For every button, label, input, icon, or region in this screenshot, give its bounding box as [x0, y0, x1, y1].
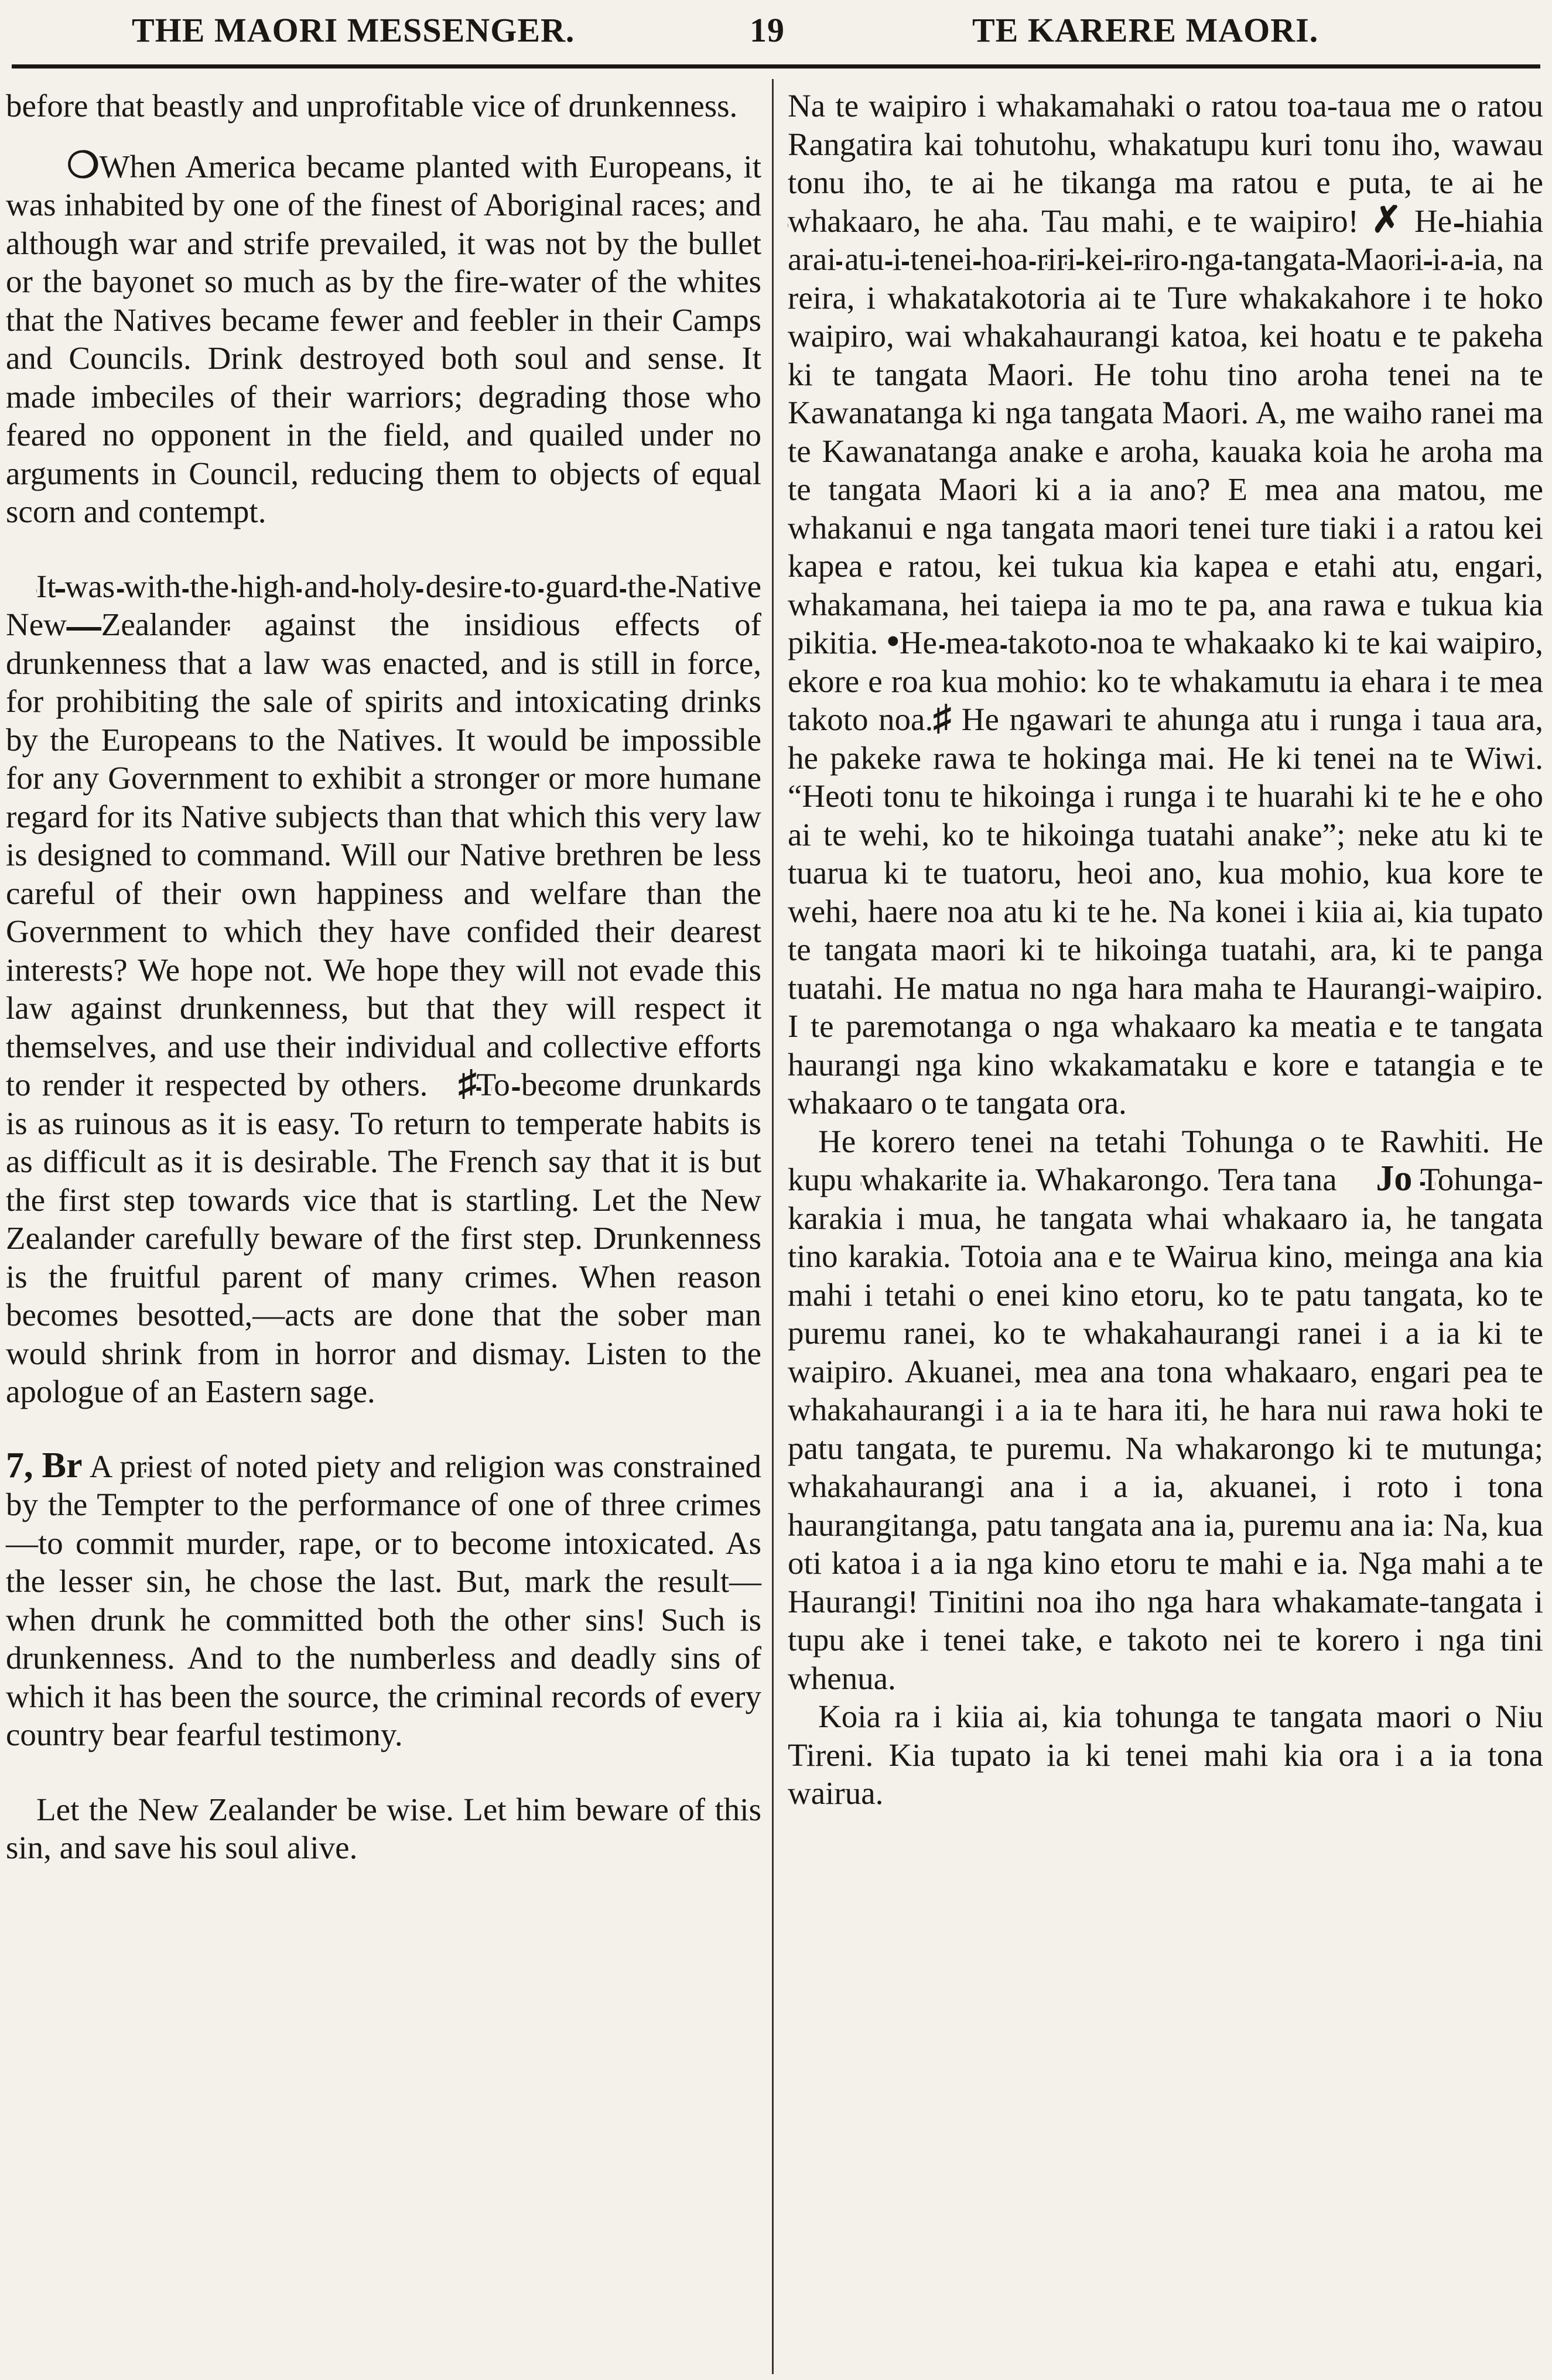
paragraph [6, 567, 761, 1411]
paragraph-text: , he aha. Tau mahi, e te waipiro! [912, 203, 1359, 239]
paragraph-text: drunkards is as ruinous as it is easy. To return to temperate habits is as difficult as it is desirable. The French say that it is but the first step towards vice that is startling. Let the New Zealander carefully beware of the first step. Drunkenness is the fruitful parent of many crimes. When reason becomes besotted,—acts are done that the sober man would shrink from in horror and dismay. Listen to the apologue of an Eastern sage. [6, 1067, 761, 1409]
paragraph-text: He ngawari te ahunga atu i runga i taua ara, he pakeke rawa te hokinga mai. He ki tenei na te Wiwi. “Heoti tonu te hikoinga i runga i te huarahi ki te he e oho ai te wehi, ko te hikoinga tuatahi anake”; neke atu ki te tuarua ki te tuatoru, heoi ano, kua mohio, kua kore te wehi, haere noa atu ki te he. Na konei i kiia ai, kia tupato te tangata maori ki te hikoinga tuatahi, ara, ki te panga tuatahi. He matua no nga hara maha te Haurangi-waipiro. I te paremotanga o nga whakaaro ka meatia e te tangata haurangi nga kino wkakamataku e kore e tatangia e te whakaaro o te tangata ora. [788, 701, 1544, 1121]
annotation-mark: ❍ [67, 145, 100, 186]
paragraph [6, 145, 761, 531]
paragraph-text: of noted piety and religion was constrained by the Tempter to the performance of one of three crimes—to commit murder, rape, or to become intoxicated. As the lesser sin, he chose the last. But, mark the result—when drunk he committed both the other sins! Such is drunkenness. And to the numberless and deadly sins of which it has been the source, the criminal records of every country bear fearful testimony. [6, 1448, 761, 1752]
paragraph: Koia ra i kiia ai, kia tohunga te tangata maori o Niu Tireni. Kia tupato ia ki tenei mahi kia ora i a ia tona wairua. [788, 1698, 1543, 1811]
paragraph-text: He korero tenei na tetahi Tohunga o te Rawhiti. He kupu [788, 1123, 1543, 1197]
annotation-mark: • [887, 622, 900, 662]
handwritten-note: Jo [1376, 1159, 1413, 1198]
struck-text: To become [476, 1067, 621, 1102]
paragraph-text: -karakia i mua, he tangata whai whakaaro ia, he tangata tino karakia. Totoia ana e te Wairua kino, meinga ana kia mahi i tetahi o enei kino etoru, ko te patu tangata, ko te puremu ranei, ko te whakahaurangi ranei i a ia ki te waipiro. Akuanei, mea ana tona whakaaro, engari pea te whakahaurangi i a ia te hara iti, he hara nui rawa hoki te patu tangata, te puremu. Na whakarongo ki te mutunga; whakahaurangi ana i a ia, akuanei, i roto i tona haurangitanga, patu tangata ana ia, puremu ana ia: Na, kua oti katoa i a ia nga kino etoru te mahi e ia. Nga mahi a te Haurangi! Tinitini noa iho nga hara whakamate-tangata i tupu ake i tenei take, e takoto nei te korero i nga tini whenua. [788, 1162, 1543, 1696]
paragraph-text: ia. Whakarongo. Tera tana [987, 1162, 1346, 1197]
paragraph-text: Na te waipiro i whakamahaki o ratou toa-taua me o ratou Rangatira kai tohutohu, whakatupu kuri tonu iho, wawau tonu iho, te ai he tikanga ma ratou e puta, te ai he [788, 88, 1543, 200]
paragraph [788, 87, 1543, 1122]
struck-text: He hiahia arai atu i tenei hoa riri kei riro nga tangata Maori i a ia [788, 203, 1544, 277]
header-rule [12, 64, 1540, 69]
struck-text: Tohunga [1420, 1162, 1533, 1197]
paragraph-text: , na reira, i whakatakotoria ai te Ture whakakahore i te hoko waipiro, wai whakahaurangi katoa, kei hoatu e te pakeha ki te tangata Maori. He tohu tino aroha tenei na te Kawanatanga ki nga tangata Maori. A, me waiho ranei ma te Kawanatanga anake e aroha, kauaka koia he aroha ma te tangata Maori ki a ia ano? E mea ana matou, me whakanui e nga tangata maori tenei ture tiaki i a ratou kei kapea e ratou, kei tukua kia kapea e etahi atu, engari, whakamana, hei taiepa ia mo te pa, ana rawa e tukua kia pikitia. [788, 241, 1543, 660]
paragraph [788, 1122, 1543, 1698]
paragraph-text: A [89, 1448, 120, 1484]
paragraph: before that beastly and unprofitable vice of drunkenness. [6, 88, 738, 124]
paragraph: Let the New Zealander be wise. Let him beware of this sin, and save his soul alive. [6, 1791, 761, 1865]
struck-text: priest [119, 1448, 192, 1484]
page-header [0, 0, 1552, 64]
struck-text: It was with the high and holy desire to guard the Native New Zealander [6, 568, 761, 642]
masthead-english: THE MAORI MESSENGER. [132, 11, 575, 49]
annotation-mark: ♯ [933, 698, 952, 738]
struck-text: He mea takoto noa [899, 625, 1144, 660]
paragraph-text: When America became planted with Europeans, it was inhabited by one of the finest of Aboriginal races; and although war and strife prevailed, it was not by the bullet or the bayonet so much as by the fire-water of the whites that the Natives became fewer and feebler in their Camps and Councils. Drink destroyed both soul and sense. It made imbeciles of their warriors; degrading those who feared no opponent in the field, and quailed under no arguments in Council, reducing them to objects of equal scorn and contempt. [6, 148, 761, 529]
column-divider [772, 79, 774, 2374]
paragraph-text: against the insidious effects of drunkenness that a law was enacted, and is still in force, for prohibiting the sale of spirits and intoxicating drinks by the Europeans to the Natives. It would be impossible for any Government to exhibit a stronger or more humane regard for its Native subjects than that which this very law is designed to command. Will our Native brethren be less careful of their own happiness and welfare than the Government to which they have confided their dearest interests? We hope not. We hope they will not evade this law against drunkenness, but that they will respect it themselves, and use their individual and collective efforts to render it respected by others. [6, 607, 761, 1102]
annotation-mark: ♯ [458, 1064, 477, 1104]
page-number: 19 [750, 11, 785, 49]
underlined-text: whakarite [860, 1162, 988, 1197]
struck-text: whakaaro [788, 203, 913, 239]
english-column [6, 87, 761, 1867]
handwritten-note: Br [42, 1445, 83, 1485]
paragraph-text: te whakaako ki te kai waipiro, ekore e roa kua mohio: ko te whakamutu ia ehara i te mea takoto noa. [788, 625, 1544, 737]
annotation-mark: ✗ [1371, 200, 1402, 240]
masthead-maori: TE KARERE MAORI. [972, 11, 1319, 49]
annotation-mark: 7, [6, 1445, 33, 1485]
maori-column [788, 87, 1543, 1813]
paragraph [6, 1447, 761, 1754]
